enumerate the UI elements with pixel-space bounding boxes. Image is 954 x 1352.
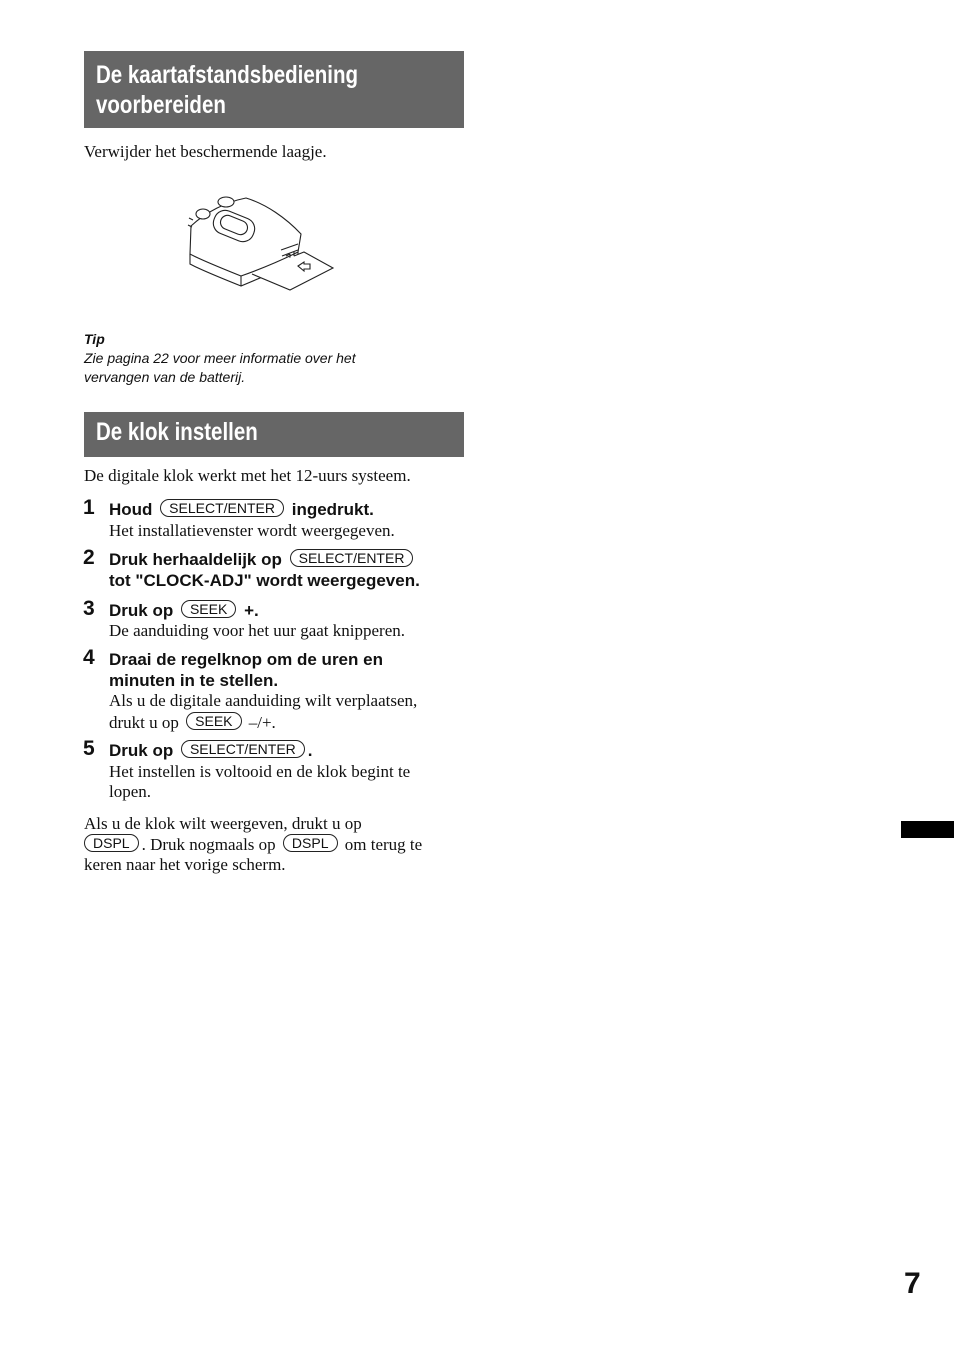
- dspl-key: DSPL: [283, 834, 338, 852]
- dspl-key: DSPL: [84, 834, 139, 852]
- step-4-description-line-1: Als u de digitale aanduiding wilt verplaatsen,: [109, 691, 418, 710]
- tip-block: [84, 330, 356, 387]
- step-3-description: De aanduiding voor het uur gaat knipperen.: [109, 621, 405, 640]
- select-enter-key: SELECT/ENTER: [160, 499, 284, 517]
- page-number: 7: [904, 1267, 921, 1300]
- seek-key: SEEK: [181, 600, 236, 618]
- step-5-description-line-1: Het instellen is voltooid en de klok begint te: [109, 762, 411, 781]
- step-2-instruction-line-2: tot "CLOCK-ADJ" wordt weergegeven.: [109, 571, 420, 590]
- tip-line-1: Zie pagina 22 voor meer informatie over het: [84, 350, 356, 366]
- section-heading-remote-prep: [84, 51, 464, 128]
- step-5-number: 5: [83, 737, 95, 760]
- remote-control-illustration: [186, 190, 336, 294]
- step-2-number: 2: [83, 546, 95, 569]
- heading-text: De klok instellen: [96, 418, 258, 446]
- select-enter-key: SELECT/ENTER: [181, 740, 305, 758]
- closing-line-1: Als u de klok wilt weergeven, drukt u op: [84, 814, 362, 833]
- step-4-instruction-line-1: Draai de regelknop om de uren en: [109, 650, 383, 669]
- clock-intro-text: De digitale klok werkt met het 12-uurs systeem.: [84, 466, 411, 485]
- step-1-instruction: Houd SELECT/ENTER ingedrukt.: [109, 500, 374, 519]
- heading-line-1: De kaartafstandsbediening: [96, 61, 359, 89]
- closing-line-2: DSPL . Druk nogmaals op DSPL om terug te: [84, 834, 422, 855]
- step-3-instruction: Druk op SEEK +.: [109, 601, 259, 620]
- select-enter-key: SELECT/ENTER: [290, 549, 414, 567]
- step-5-instruction: Druk op SELECT/ENTER .: [109, 741, 313, 760]
- step-3-number: 3: [83, 597, 95, 620]
- closing-line-3: keren naar het vorige scherm.: [84, 855, 286, 874]
- seek-key: SEEK: [186, 712, 241, 730]
- step-2-instruction: Druk herhaaldelijk op SELECT/ENTER: [109, 549, 416, 570]
- step-1-description: Het installatievenster wordt weergegeven.: [109, 521, 395, 540]
- section-heading-clock: [84, 412, 464, 457]
- step-1-number: 1: [83, 496, 95, 519]
- step-4-instruction-line-2: minuten in te stellen.: [109, 671, 279, 690]
- step-4-description-line-2: drukt u op SEEK –/+.: [109, 713, 276, 732]
- tip-line-2: vervangen van de batterij.: [84, 369, 246, 385]
- tip-label: Tip: [84, 331, 105, 347]
- step-5-description-line-2: lopen.: [109, 782, 152, 801]
- heading-line-2: voorbereiden: [96, 91, 226, 119]
- step-4-number: 4: [83, 646, 95, 669]
- language-tab-marker: [901, 821, 954, 838]
- intro-text: Verwijder het beschermende laagje.: [84, 142, 327, 161]
